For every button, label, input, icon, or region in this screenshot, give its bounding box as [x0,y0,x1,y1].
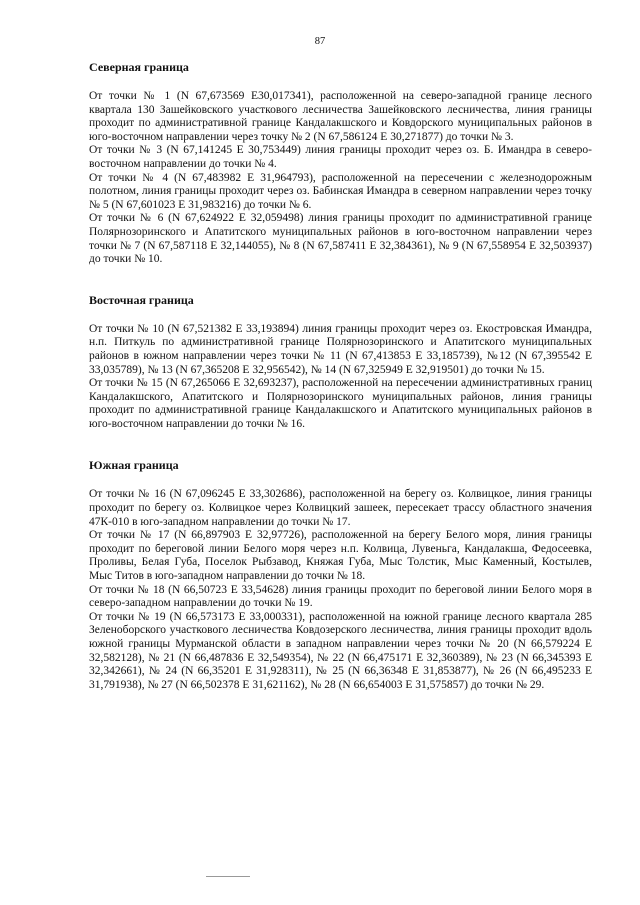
paragraph: От точки № 6 (N 67,624922 E 32,059498) линия границы проходит по административной границе Полярнозоринского и Апатитского муниципальных районов в юго-восточном направлении через точки № 7 (N 67,587118 E 32,144055), № 8 (N 67,587411 E 32,384361), № 9 (N 67,558954 E 32,503937) до точки № 10. [89,212,592,266]
paragraph: От точки № 17 (N 66,897903 E 32,97726), расположенной на берегу Белого моря, линия границы проходит по береговой линии Белого моря через н.п. Колвица, Лувеньга, Кандалакша, Федосеевка, Проливы, Белая Губа, Поселок Рыбзавод, Княжая Губа, Мыс Толстик, Мыс Каменный, Костылев, Мыс Титов в юго-западном направлении до точки № 18. [89,529,592,583]
footer-divider [206,876,250,877]
section-north-border [89,60,592,267]
section-heading: Восточная граница [89,292,194,307]
paragraph: От точки № 16 (N 67,096245 E 33,302686), расположенной на берегу оз. Колвицкое, линия границы проходит по берегу оз. Колвицкое через Колвицкий зашеек, пересекает трассу областного значения 47К-010 в юго-западном направлении до точки № 17. [89,488,592,528]
page-number: 87 [314,36,326,47]
paragraph: От точки № 1 (N 67,673569 E30,017341), расположенной на северо-западной границе лесного квартала 130 Зашейковского участкового лесничества Зашейковского лесничества, линия границы проходит по административной границе Кандалакшского и Ковдорского муниципальных районов в юго-восточном направлении через точку № 2 (N 67,586124 E 30,271877) до точки № 3. [89,90,592,143]
paragraph: От точки № 10 (N 67,521382 E 33,193894) линия границы проходит через оз. Екостровская Имандра, н.п. Питкуль по административной границе Полярнозоринского и Апатитского муниципальных районов в южном направлении через точки № 11 (N 67,413853 E 33,185739), №12 (N 67,395542 E 33,035789), № 13 (N 67,365208 E 32,956542), № 14 (N 67,325949 E 32,919501) до точки № 15. [89,322,592,376]
document-body [89,60,592,692]
section-east-border [89,293,592,432]
paragraph: От точки № 3 (N 67,141245 E 30,753449) линия границы проходит через оз. Б. Имандра в северо-восточном направлении до точки № 4. [89,144,592,170]
paragraph: От точки № 19 (N 66,573173 E 33,000331), расположенной на южной границе лесного квартала 285 Зеленоборского участкового лесничества Ковдозерского лесничества, линия границы проходит вдоль южной границы Мурманской области в западном направлении через точки № 20 (N 66,579224 E 32,582128), № 21 (N 66,487836 E 32,549354), № 22 (N 66,475171 E 32,360389), № 23 (N 66,345393 E 32,342661), № 24 (N 66,35201 E 31,928311), № 25 (N 66,36348 E 31,853877), № 26 (N 66,495233 E 31,791938), № 27 (N 66,502378 E 31,621162), № 28 (N 66,654003 E 31,575857) до точки № 29. [89,610,592,691]
section-heading: Северная граница [89,60,189,74]
paragraph: От точки № 15 (N 67,265066 E 32,693237), расположенной на пересечении административных границ Кандалакшского, Апатитского и Полярнозоринского муниципальных районов, линия границы проходит по административной границе Кандалакшского и Апатитского муниципальных районов в юго-восточном направлении до точки № 16. [89,377,592,430]
paragraph: От точки № 18 (N 66,50723 E 33,54628) линия границы проходит по береговой линии Белого моря в северо-западном направлении до точки № 19. [89,583,592,610]
section-south-border [89,458,592,692]
paragraph: От точки № 4 (N 67,483982 E 31,964793), расположенной на пересечении с железнодорожным полотном, линия границы проходит через оз. Бабинская Имандра в северном направлении через точку № 5 (N 67,601023 E 31,983216) до точки № 6. [89,171,592,211]
section-heading: Южная граница [89,458,179,473]
